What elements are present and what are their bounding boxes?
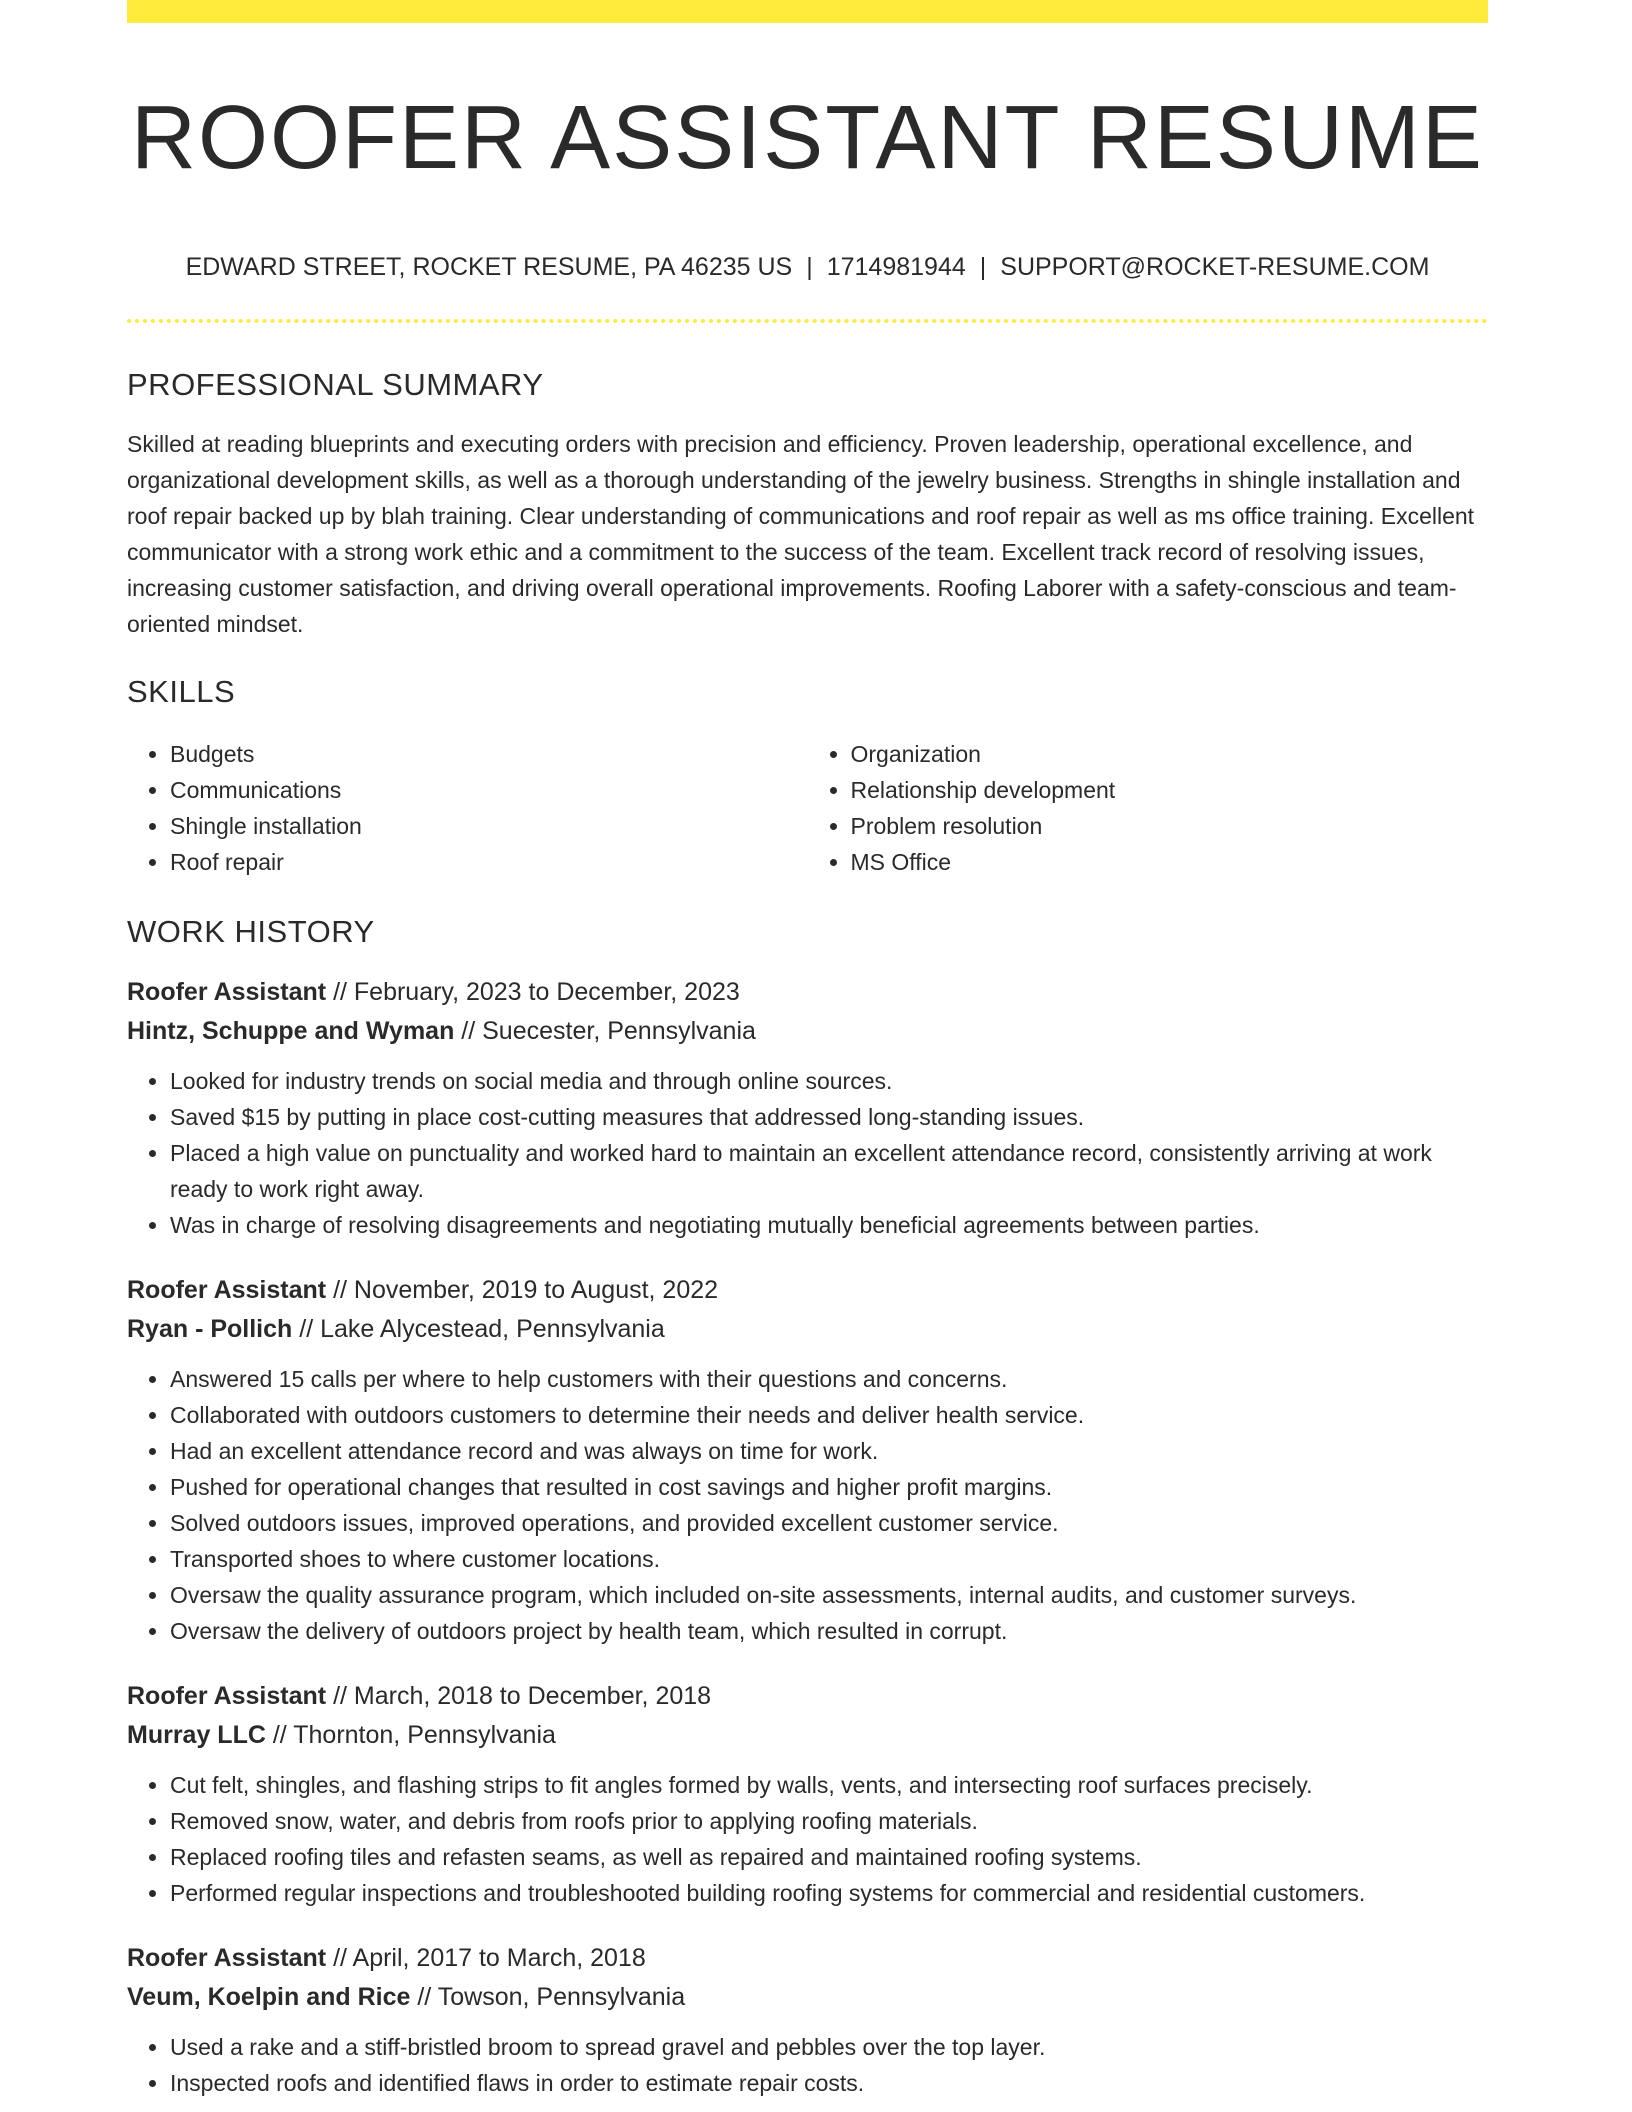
job-company-line [127, 1012, 1488, 1051]
section-title-summary: PROFESSIONAL SUMMARY [127, 367, 544, 402]
skills-list [127, 736, 1488, 880]
job-bullet: • Replaced roofing tiles and refasten seams, as well as repaired and maintained roofing systems. [170, 1839, 1488, 1875]
accent-bar [127, 0, 1488, 23]
job-entry [127, 1271, 1488, 1649]
skill-item: • Organization [851, 736, 1489, 772]
skill-item: • Problem resolution [851, 808, 1489, 844]
job-bullet: • Collaborated with outdoors customers to determine their needs and deliver health service. [170, 1397, 1488, 1433]
skill-item: • Communications [170, 772, 808, 808]
resume-title: ROOFER ASSISTANT RESUME [131, 88, 1484, 188]
job-title-line [127, 973, 1488, 1012]
skill-item: • Relationship development [851, 772, 1489, 808]
contact-separator: | [806, 253, 813, 281]
job-bullet: • Was in charge of resolving disagreements and negotiating mutually beneficial agreements between parties. [170, 1207, 1488, 1243]
job-location: // Lake Alycestead, Pennsylvania [299, 1315, 665, 1343]
skill-item: • Budgets [170, 736, 808, 772]
job-company: Murray LLC [127, 1721, 266, 1749]
contact-phone: 1714981944 [826, 253, 966, 281]
summary-text: Skilled at reading blueprints and executing orders with precision and efficiency. Proven leadership, operational excellence, and organizational development skills, as well as a thorough understanding of the jewelry business. Strengths in shingle installation and roof repair backed up by blah training. Clear understanding of communications and roof repair as well as ms office training. Excellent communicator with a strong work ethic and a commitment to the success of the team. Excellent track record of resolving issues, increasing customer satisfaction, and driving overall operational improvements. Roofing Laborer with a safety-conscious and team-oriented mindset. [127, 431, 1475, 637]
contact-address: EDWARD STREET, ROCKET RESUME, PA 46235 US [185, 253, 793, 281]
job-location: // Thornton, Pennsylvania [272, 1721, 556, 1749]
skills-column-left [127, 736, 808, 880]
job-bullet: • Looked for industry trends on social media and through online sources. [170, 1063, 1488, 1099]
job-title-line [127, 1677, 1488, 1716]
job-title-line [127, 1939, 1488, 1978]
skill-item: • Roof repair [170, 844, 808, 880]
skill-item: • Shingle installation [170, 808, 808, 844]
job-entry [127, 973, 1488, 1243]
job-bullet: • Answered 15 calls per where to help customers with their questions and concerns. [170, 1361, 1488, 1397]
job-company: Veum, Koelpin and Rice [127, 1983, 411, 2011]
job-bullet: • Pushed for operational changes that resulted in cost savings and higher profit margins. [170, 1469, 1488, 1505]
job-bullets [127, 1063, 1488, 1243]
contact-separator: | [979, 253, 987, 281]
job-company-line [127, 1978, 1488, 2017]
job-location: // Suecester, Pennsylvania [461, 1017, 756, 1045]
contact-email: SUPPORT@ROCKET-RESUME.COM [1000, 253, 1430, 281]
job-bullets [127, 1767, 1488, 1911]
job-company: Ryan - Pollich [127, 1315, 293, 1343]
job-bullet: • Oversaw the delivery of outdoors project by health team, which resulted in corrupt. [170, 1613, 1488, 1649]
job-company: Hintz, Schuppe and Wyman [127, 1017, 455, 1045]
job-dates: // February, 2023 to December, 2023 [333, 978, 740, 1006]
job-title: Roofer Assistant [127, 978, 327, 1006]
job-bullet: • Inspected roofs and identified flaws in order to estimate repair costs. [170, 2065, 1488, 2101]
section-title-work-history: WORK HISTORY [127, 914, 375, 949]
job-bullet: • Placed a high value on punctuality and worked hard to maintain an excellent attendance record, consistently arriving at work ready to work right away. [170, 1135, 1488, 1207]
job-company-line [127, 1716, 1488, 1755]
job-bullet: • Transported shoes to where customer locations. [170, 1541, 1488, 1577]
job-bullet: • Oversaw the quality assurance program, which included on-site assessments, internal audits, and customer surveys. [170, 1577, 1488, 1613]
job-bullets [127, 2029, 1488, 2101]
dotted-divider [127, 319, 1488, 323]
resume-content [127, 23, 1488, 2101]
job-bullet: • Performed regular inspections and troubleshooted building roofing systems for commercial and residential customers. [170, 1875, 1488, 1911]
job-bullet: • Had an excellent attendance record and was always on time for work. [170, 1433, 1488, 1469]
job-bullet: • Cut felt, shingles, and flashing strips to fit angles formed by walls, vents, and intersecting roof surfaces precisely. [170, 1767, 1488, 1803]
job-bullet: • Solved outdoors issues, improved operations, and provided excellent customer service. [170, 1505, 1488, 1541]
job-location: // Towson, Pennsylvania [417, 1983, 686, 2011]
skills-column-right [808, 736, 1489, 880]
job-bullets [127, 1361, 1488, 1649]
contact-line [127, 251, 1488, 283]
job-bullet: • Used a rake and a stiff-bristled broom to spread gravel and pebbles over the top layer. [170, 2029, 1488, 2065]
job-bullet: • Removed snow, water, and debris from roofs prior to applying roofing materials. [170, 1803, 1488, 1839]
job-title-line [127, 1271, 1488, 1310]
section-title-skills: SKILLS [127, 674, 236, 709]
job-title: Roofer Assistant [127, 1682, 327, 1710]
job-title: Roofer Assistant [127, 1944, 327, 1972]
skill-item: • MS Office [851, 844, 1489, 880]
job-dates: // March, 2018 to December, 2018 [333, 1682, 712, 1710]
job-company-line [127, 1310, 1488, 1349]
job-title: Roofer Assistant [127, 1276, 327, 1304]
job-dates: // November, 2019 to August, 2022 [333, 1276, 719, 1304]
job-dates: // April, 2017 to March, 2018 [333, 1944, 646, 1972]
job-entry [127, 1939, 1488, 2101]
job-entry [127, 1677, 1488, 1911]
job-bullet: • Saved $15 by putting in place cost-cutting measures that addressed long-standing issues. [170, 1099, 1488, 1135]
